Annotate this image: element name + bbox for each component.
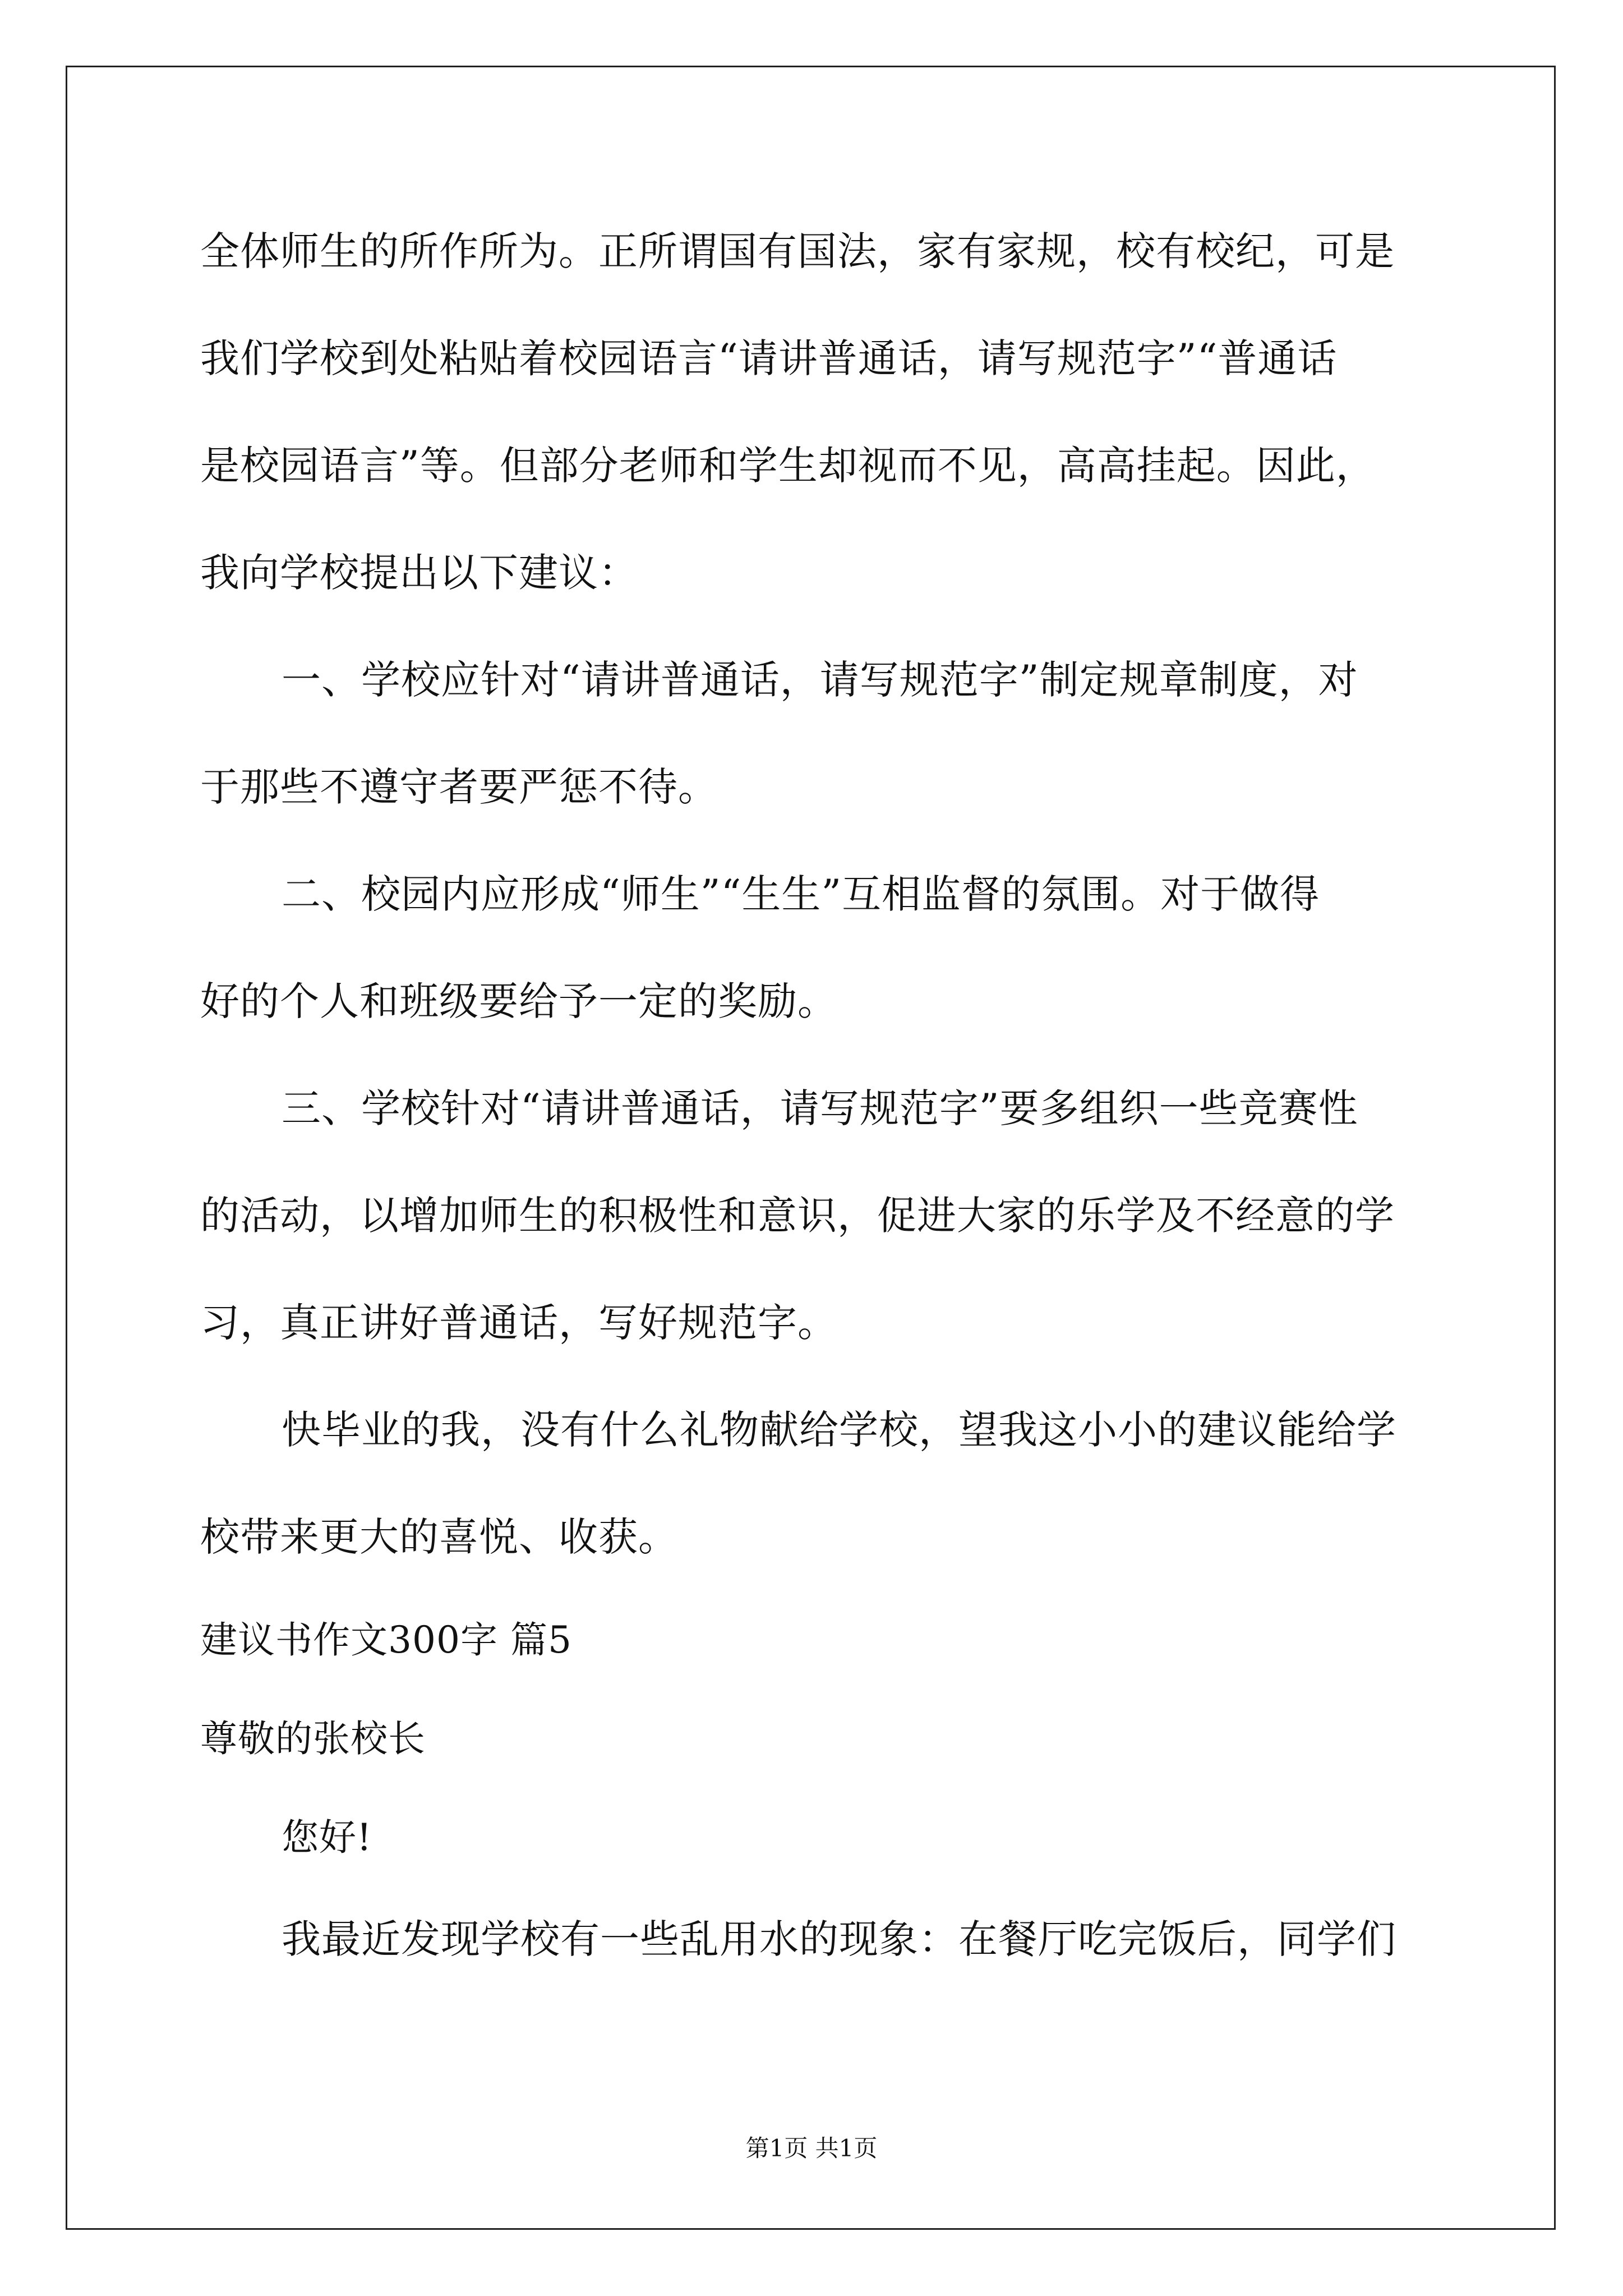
- paragraph-first-line: 一、学校应针对“请讲普通话，请写规范字”制定规章制度，对: [282, 657, 1358, 703]
- page-border: [66, 66, 1556, 2230]
- paragraph-first-line: 我最近发现学校有一些乱用水的现象：在餐厅吃完饭后，同学们: [282, 1916, 1396, 1962]
- paragraph-first-line: 快毕业的我，没有什么礼物献给学校，望我这小小的建议能给学: [282, 1407, 1396, 1453]
- text-line: 是校园语言”等。但部分老师和学生却视而不见，高高挂起。因此，: [200, 443, 1376, 489]
- text-line: 全体师生的所作所为。正所谓国有国法，家有家规，校有校纪，可是: [200, 228, 1395, 274]
- text-line: 习，真正讲好普通话，写好规范字。: [200, 1300, 837, 1346]
- text-line: 我们学校到处粘贴着校园语言“请讲普通话，请写规范字”“普通话: [200, 335, 1338, 381]
- page-footer: 第1页 共1页: [745, 2134, 878, 2162]
- text-line: 好的个人和班级要给予一定的奖励。: [200, 978, 837, 1024]
- greeting: 您好!: [282, 1816, 372, 1859]
- salutation: 尊敬的张校长: [200, 1717, 426, 1760]
- text-line: 的活动，以增加师生的积极性和意识，促进大家的乐学及不经意的学: [200, 1193, 1395, 1239]
- text-line: 我向学校提出以下建议：: [200, 550, 638, 596]
- text-line: 校带来更大的喜悦、收获。: [200, 1514, 678, 1560]
- text-line: 于那些不遵守者要严惩不待。: [200, 764, 718, 810]
- paragraph-first-line: 二、校园内应形成“师生”“生生”互相监督的氛围。对于做得: [282, 871, 1320, 917]
- section-heading: 建议书作文300字 篇5: [200, 1618, 572, 1662]
- paragraph-first-line: 三、学校针对“请讲普通话，请写规范字”要多组织一些竞赛性: [282, 1085, 1358, 1131]
